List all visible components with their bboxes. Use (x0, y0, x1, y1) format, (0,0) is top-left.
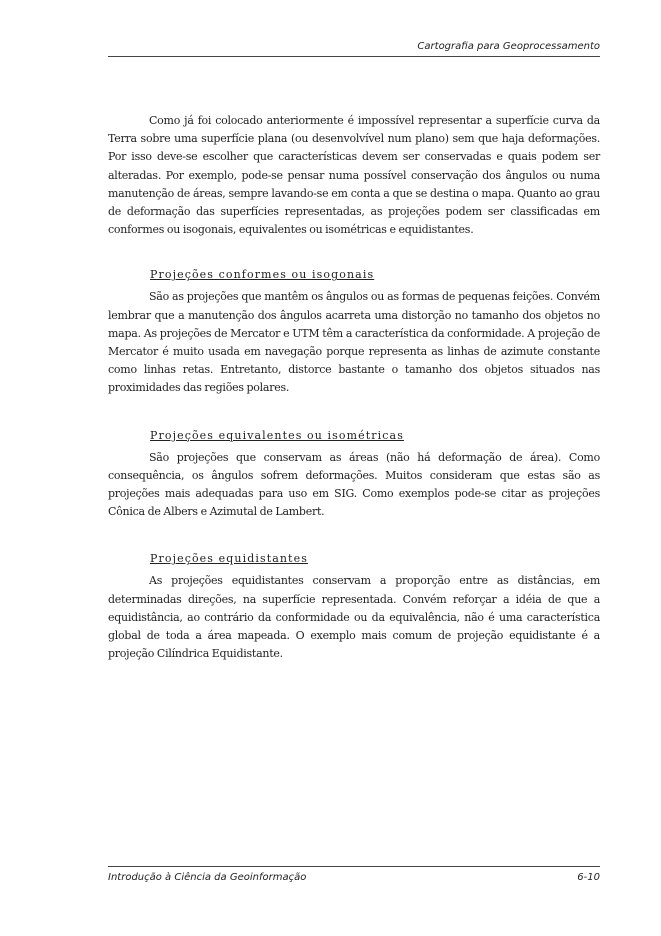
section-equidistantes (108, 551, 600, 663)
intro-paragraph: Como já foi colocado anteriormente é impossível representar a superfície curva da Terra sobre uma superfície plana (ou desenvolvível num plano) sem que haja deformações. Por isso deve-se escolher que características devem ser conservadas e quais podem ser alteradas. Por exemplo, pode-se pensar numa possível conservação dos ângulos ou numa manutenção de áreas, sempre lavando-se em conta a que se destina o mapa. Quanto ao grau de deformação das superfícies representadas, as projeções podem ser classificadas em conformes ou isogonais, equivalentes ou isométricas e equidistantes. (108, 114, 600, 237)
section-equivalentes (108, 428, 600, 522)
page-footer (108, 866, 600, 887)
book-title: Introdução à Ciência da Geoinformação (108, 872, 307, 883)
section-paragraph: São projeções que conservam as áreas (não há deformação de área). Como consequência, os ângulos sofrem deformações. Muitos consideram que estas são as projeções mais adequadas para uso em SIG. Como exemplos pode-se citar as projeções Cônica de Albers e Azimutal de Lambert. (108, 450, 600, 519)
section-heading: Projeções equivalentes ou isométricas (150, 428, 404, 442)
page-header (108, 40, 600, 57)
page-body (108, 112, 600, 693)
section-heading: Projeções conformes ou isogonais (150, 268, 375, 282)
page-number: 6-10 (577, 872, 600, 883)
section-paragraph: As projeções equidistantes conservam a proporção entre as distâncias, em determinadas direções, na superfície representada. Convém reforçar a idéia de que a equidistância, ao contrário da conformidade ou da equivalência, não é uma característica global de toda a área mapeada. O exemplo mais comum de projeção equidistante é a projeção Cilíndrica Equidistante. (108, 574, 600, 661)
section-conformes (108, 267, 600, 397)
running-title: Cartografia para Geoprocessamento (417, 41, 600, 52)
section-heading: Projeções equidistantes (150, 552, 308, 566)
section-paragraph: São as projeções que mantêm os ângulos ou as formas de pequenas feições. Convém lembrar que a manutenção dos ângulos acarreta uma distorção no tamanho dos objetos no mapa. As projeções de Mercator e UTM têm a característica da conformidade. A projeção de Mercator é muito usada em navegação porque representa as linhas de azimute constante como linhas retas. Entretanto, distorce bastante o tamanho dos objetos situados nas proximidades das regiões polares. (108, 290, 600, 395)
